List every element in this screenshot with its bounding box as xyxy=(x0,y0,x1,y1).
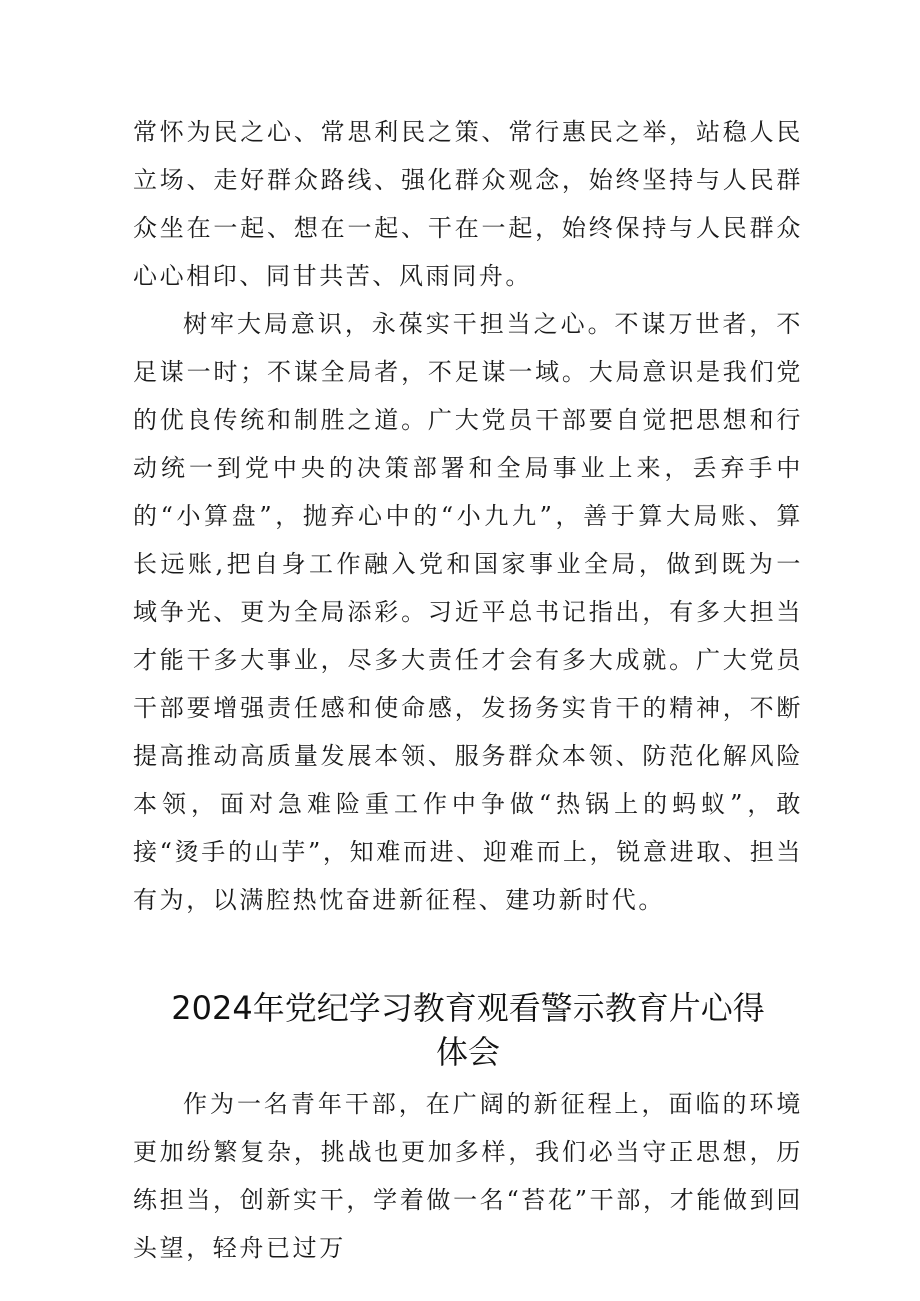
document-title-line-2: 体会 xyxy=(435,1033,500,1071)
document-body xyxy=(133,108,803,1272)
paragraph-young-cadre: 作为一名青年干部，在广阔的新征程上，面临的环境更加纷繁复杂，挑战也更加多样，我们必当守正思想，历练担当，创新实干，学着做一名“苔花”干部，才能做到回头望，轻舟已过万 xyxy=(133,1090,803,1262)
paragraph-overall-awareness: 树牢大局意识，永葆实干担当之心。不谋万世者，不足谋一时；不谋全局者，不足谋一域。大局意识是我们党的优良传统和制胜之道。广大党员干部要自觉把思想和行动统一到党中央的决策部署和全局事业上来，丢弃手中的“小算盘”，抛弃心中的“小九九”，善于算大局账、算长远账,把自身工作融入党和国家事业全局，做到既为一域争光、更为全局添彩。习近平总书记指出，有多大担当才能干多大事业，尽多大责任才会有多大成就。广大党员干部要增强责任感和使命感，发扬务实肯干的精神，不断提高推动高质量发展本领、服务群众本领、防范化解风险本领，面对急难险重工作中争做“热锅上的蚂蚁”，敢接“烫手的山芋”，知难而进、迎难而上，锐意进取、担当有为，以满腔热忱奋进新征程、建功新时代。 xyxy=(133,310,803,914)
document-title xyxy=(133,986,803,1074)
paragraph-people-centered: 常怀为民之心、常思利民之策、常行惠民之举，站稳人民立场、走好群众路线、强化群众观念，始终坚持与人民群众坐在一起、想在一起、干在一起，始终保持与人民群众心心相印、同甘共苦、风雨同舟。 xyxy=(133,118,803,290)
document-title-line-1: 2024年党纪学习教育观看警示教育片心得 xyxy=(171,989,765,1027)
